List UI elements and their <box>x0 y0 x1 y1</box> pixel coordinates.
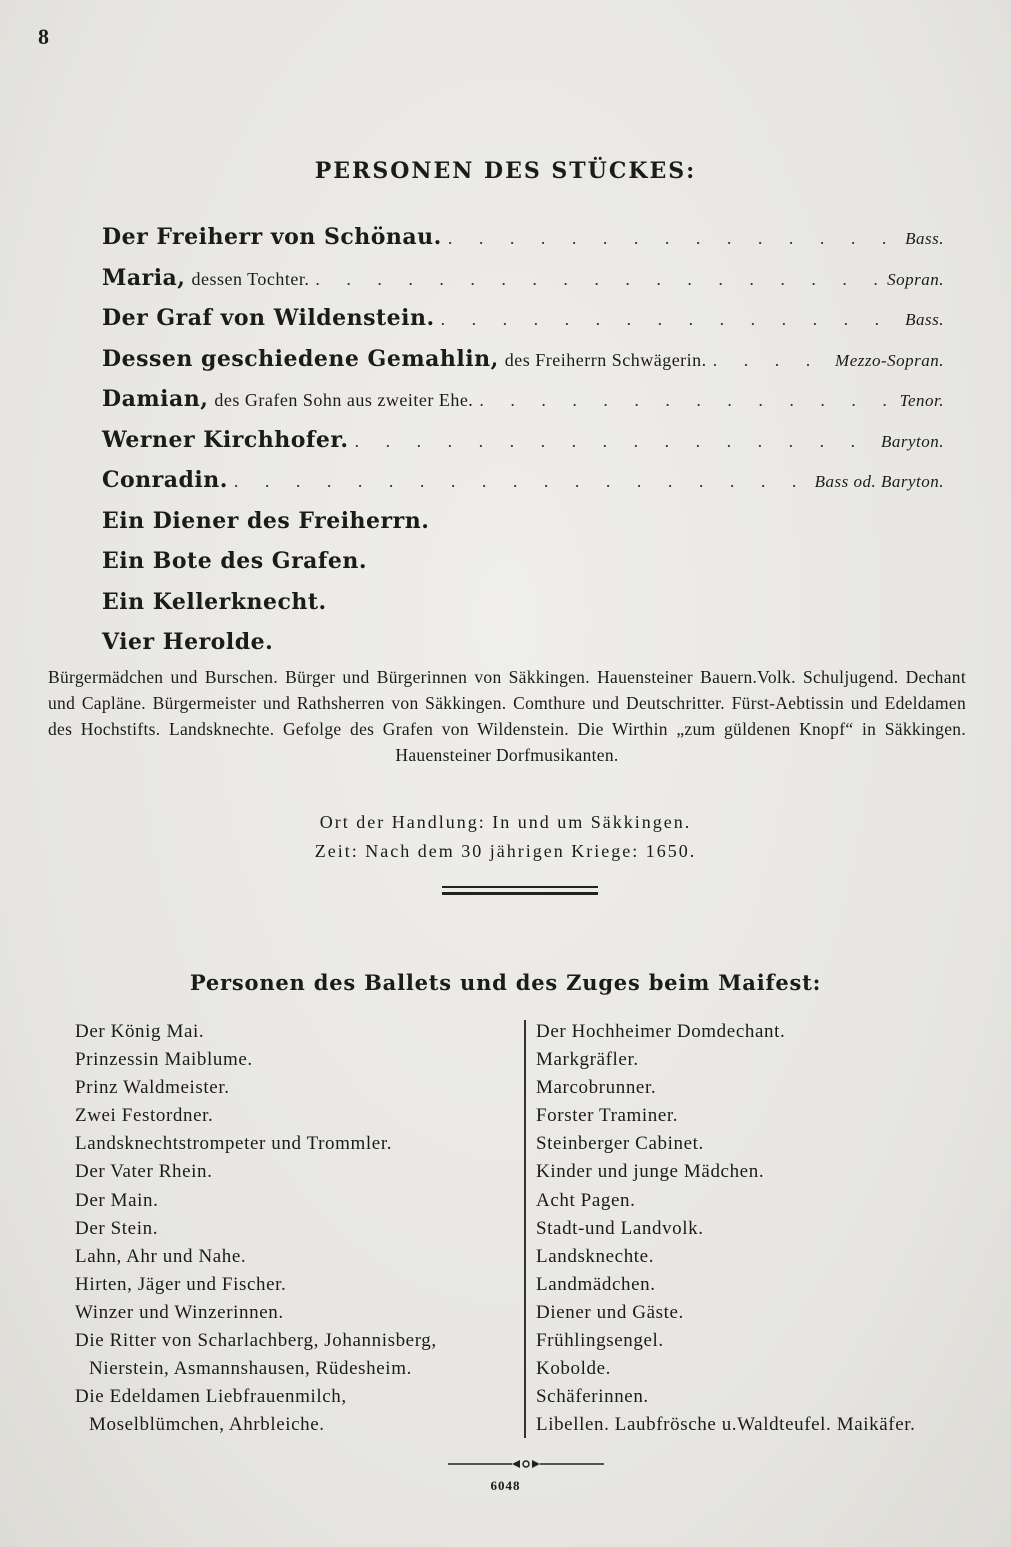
cast-name: Werner Kirchhofer. <box>102 426 349 453</box>
plate-number: 6048 <box>490 1478 521 1493</box>
cast-list <box>102 224 944 670</box>
column-divider <box>524 1020 526 1438</box>
dot-leader <box>355 431 875 452</box>
list-item: Frühlingsengel. <box>536 1330 664 1352</box>
list-item: Winzer und Winzerinnen. <box>75 1301 284 1323</box>
list-item: Stadt-und Landvolk. <box>536 1217 704 1239</box>
cast-desc: des Grafen Sohn aus zweiter Ehe. <box>214 390 474 410</box>
extras-paragraph: Bürgermädchen und Burschen. Bürger und Bürgerinnen von Säkkingen. Hauensteiner Bauern.Volk. Schuljugend. Dechant und Capläne. Bürgermeister und Rathsherren von Säkkingen. Comthure und Deutschritter. Fürst-Aebtissin und Edeldamen des Hochstifts. Landsknechte. Gefolge des Grafen von Wildenstein. Die Wirthin „zum güldenen Knopf“ in Säkkingen. Hauensteiner Dorfmusikanten. <box>48 667 966 765</box>
cast-name: Der Graf von Wildenstein. <box>102 305 435 331</box>
cast-name: Ein Kellerknecht. <box>102 588 327 615</box>
list-item: Hirten, Jäger und Fischer. <box>75 1273 287 1295</box>
cast-row <box>102 386 944 427</box>
list-item: Moselblümchen, Ahrbleiche. <box>89 1414 325 1436</box>
list-item: Lahn, Ahr und Nahe. <box>75 1245 247 1267</box>
list-item: Der Vater Rhein. <box>75 1161 213 1183</box>
cast-name: Conradin. <box>102 467 228 493</box>
dot-leader <box>448 228 899 249</box>
list-item: Der Hochheimer Domdechant. <box>536 1021 786 1042</box>
cast-row <box>102 589 944 630</box>
divider-rule <box>442 886 598 888</box>
cast-row <box>102 467 944 508</box>
cast-row <box>102 265 944 306</box>
list-item: Schäferinnen. <box>536 1386 649 1408</box>
cast-row <box>102 346 944 387</box>
dot-leader <box>479 390 893 411</box>
list-item: Zwei Festordner. <box>75 1105 214 1127</box>
list-item: Landsknechtstrompeter und Trommler. <box>75 1133 393 1155</box>
dot-leader <box>441 309 899 330</box>
cast-name: Dessen geschiedene Gemahlin, <box>102 345 499 372</box>
cast-desc: des Freiherrn Schwägerin. <box>504 349 707 370</box>
list-item: Kinder und junge Mädchen. <box>536 1161 765 1183</box>
list-item: Der König Mai. <box>75 1021 205 1042</box>
ornament-divider <box>448 1457 604 1471</box>
cast-voice: Baryton. <box>880 431 944 451</box>
place-of-action: Ort der Handlung: In und um Säkkingen. <box>319 812 692 832</box>
cast-row <box>102 548 944 589</box>
list-item: Acht Pagen. <box>536 1189 636 1211</box>
cast-name: Ein Bote des Grafen. <box>102 548 368 574</box>
list-item: Markgräfler. <box>536 1049 639 1071</box>
cast-name: Vier Herolde. <box>102 629 274 655</box>
dot-leader <box>315 269 881 290</box>
list-item: Die Edeldamen Liebfrauenmilch, <box>75 1386 347 1408</box>
cast-voice: Bass od. Baryton. <box>814 472 944 491</box>
cast-row <box>102 427 944 468</box>
ballet-right-column <box>536 1018 986 1439</box>
dot-leader <box>713 350 829 371</box>
page-number: 8 <box>38 24 49 49</box>
list-item: Steinberger Cabinet. <box>536 1133 704 1155</box>
divider-rule <box>442 892 598 895</box>
cast-voice: Sopran. <box>887 269 944 289</box>
cast-voice: Tenor. <box>899 391 944 410</box>
cast-row <box>102 224 944 265</box>
list-item: Prinzessin Maiblume. <box>75 1049 253 1071</box>
list-item: Landmädchen. <box>536 1273 656 1295</box>
cast-name: Maria, <box>102 264 186 291</box>
time-of-action: Zeit: Nach dem 30 jährigen Kriege: 1650. <box>314 841 697 861</box>
list-item: Forster Traminer. <box>536 1105 679 1127</box>
list-item: Kobolde. <box>536 1358 611 1380</box>
dot-leader <box>234 471 809 492</box>
list-item: Der Stein. <box>75 1217 159 1239</box>
cast-title: PERSONEN DES STÜCKES: <box>314 158 697 184</box>
list-item: Libellen. Laubfrösche u.Waldteufel. Maikäfer. <box>536 1414 916 1436</box>
cast-name: Damian, <box>102 386 209 412</box>
ballet-left-column <box>75 1018 515 1439</box>
cast-voice: Bass. <box>905 310 944 329</box>
cast-name: Ein Diener des Freiherrn. <box>102 507 430 534</box>
cast-row <box>102 508 944 549</box>
list-item: Marcobrunner. <box>536 1077 657 1099</box>
ballet-title: Personen des Ballets und des Zuges beim Maifest: <box>189 970 822 995</box>
list-item: Landsknechte. <box>536 1245 655 1267</box>
cast-desc: dessen Tochter. <box>191 268 310 289</box>
cast-voice: Mezzo-Sopran. <box>835 350 944 370</box>
list-item: Diener und Gäste. <box>536 1301 684 1323</box>
cast-name: Der Freiherr von Schönau. <box>102 224 442 250</box>
cast-voice: Bass. <box>905 229 944 248</box>
list-item: Prinz Waldmeister. <box>75 1077 230 1099</box>
list-item: Der Main. <box>75 1189 159 1211</box>
list-item: Die Ritter von Scharlachberg, Johannisberg, <box>75 1330 437 1352</box>
list-item: Nierstein, Asmannshausen, Rüdesheim. <box>89 1358 412 1380</box>
cast-row <box>102 305 944 346</box>
